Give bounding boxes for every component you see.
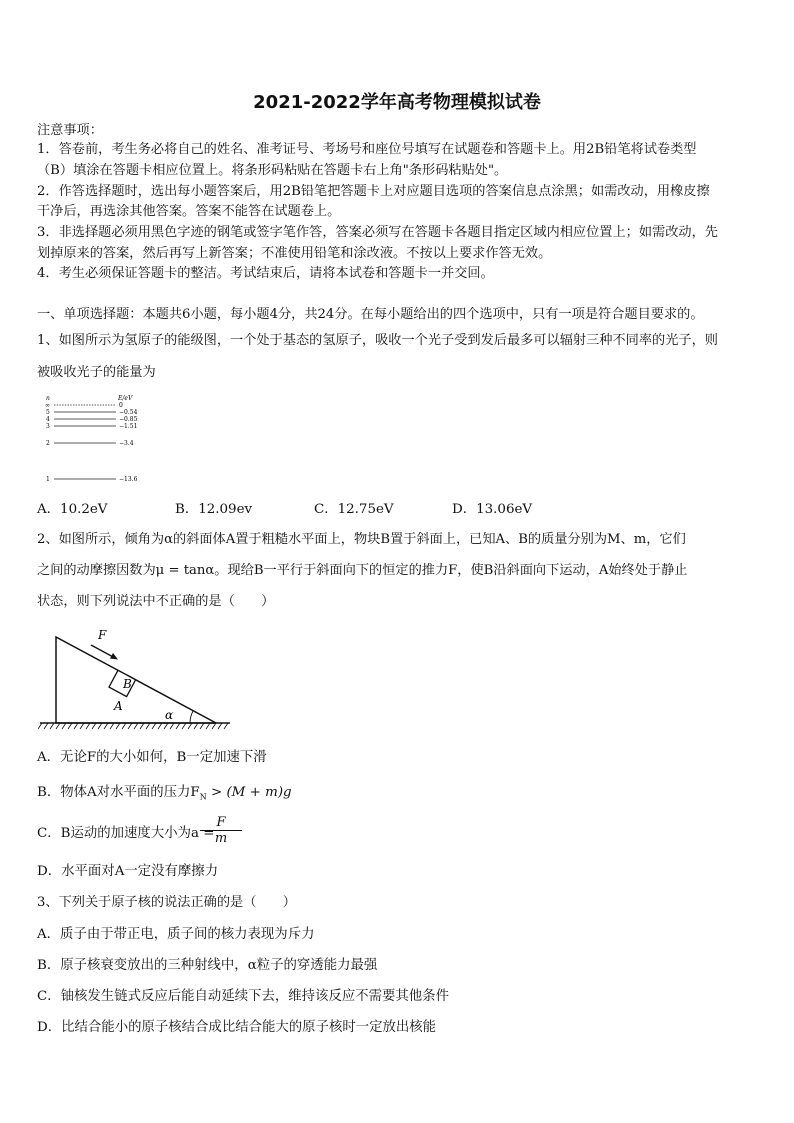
level-e: −0.85 bbox=[119, 416, 138, 423]
fraction-numerator: F bbox=[200, 815, 242, 831]
ground-hatching bbox=[38, 723, 228, 729]
q2-option-b bbox=[37, 784, 292, 807]
q1-stem-line1: 1、如图所示为氢原子的能级图，一个处于基态的氢原子，吸收一个光子受到发后最多可以辐射三种不同率的光子，则 bbox=[37, 333, 718, 348]
note-line: （B）填涂在答题卡相应位置上。将条形码粘贴在答题卡右上角"条形码粘贴处"。 bbox=[37, 163, 508, 178]
incline-figure bbox=[38, 625, 233, 733]
angle-arc bbox=[190, 711, 193, 723]
level-e: 0 bbox=[119, 402, 123, 409]
level-e: −0.54 bbox=[119, 409, 138, 416]
level-n: 5 bbox=[46, 409, 50, 416]
q2-option-b-formula: > (M + m)g bbox=[206, 785, 292, 800]
level-n: 1 bbox=[46, 476, 50, 483]
e-header: E/eV bbox=[118, 395, 133, 402]
note-line: 2．作答选择题时，选出每小题答案后，用2B铅笔把答题卡上对应题目选项的答案信息点涂黑；如需改动，用橡皮擦 bbox=[37, 184, 710, 199]
wedge-label: A bbox=[114, 699, 123, 713]
q2-option-b-sub: N bbox=[199, 792, 207, 802]
q2-stem-line2: 之间的动摩擦因数为μ = tanα。现给B一平行于斜面向下的恒定的推力F，使B沿斜面向下运动，A始终处于静止 bbox=[37, 563, 688, 578]
note-line: 划掉原来的答案，然后再写上新答案；不准使用铅笔和涂改液。不按以上要求作答无效。 bbox=[37, 246, 552, 261]
q1-stem-line2: 被吸收光子的能量为 bbox=[37, 365, 156, 380]
q2-stem-line1: 2、如图所示，倾角为α的斜面体A置于粗糙水平面上，物块B置于斜面上，已知A、B的质量分别为M、m，它们 bbox=[37, 532, 686, 547]
q3-option-b: B．原子核衰变放出的三种射线中，α粒子的穿透能力最强 bbox=[37, 958, 378, 973]
level-e: −3.4 bbox=[119, 440, 134, 447]
level-n: ∞ bbox=[45, 402, 50, 409]
page-title: 2021-2022学年高考物理模拟试卷 bbox=[253, 92, 541, 113]
q2-option-c-fraction bbox=[200, 815, 242, 846]
q1-choice-b: B．12.09ev bbox=[175, 502, 253, 517]
note-line: 3．非选择题必须用黑色字迹的钢笔或签字笔作答，答案必须写在答题卡各题目指定区域内相应位置上；如需改动，先 bbox=[37, 225, 718, 240]
q2-option-a: A．无论F的大小如何，B一定加速下滑 bbox=[37, 750, 267, 765]
level-e: −13.6 bbox=[119, 476, 138, 483]
q1-choice-d: D．13.06eV bbox=[452, 502, 533, 517]
angle-label: α bbox=[165, 708, 174, 722]
note-line: 1．答卷前，考生务必将自己的姓名、准考证号、考场号和座位号填写在试题卷和答题卡上。用2B铅笔将试卷类型 bbox=[37, 142, 697, 157]
q1-choice-c: C．12.75eV bbox=[314, 502, 394, 517]
section-heading: 一、单项选择题：本题共6小题，每小题4分，共24分。在每小题给出的四个选项中，只有一项是符合题目要求的。 bbox=[37, 307, 704, 322]
level-n: 4 bbox=[46, 416, 50, 423]
level-e: −1.51 bbox=[119, 423, 138, 430]
q2-stem-line3: 状态，则下列说法中不正确的是（ ） bbox=[37, 594, 275, 609]
n-header: n bbox=[46, 395, 50, 402]
fraction-denominator: m bbox=[214, 831, 228, 846]
energy-level-diagram bbox=[40, 392, 150, 487]
q3-option-c: C．铀核发生链式反应后能自动延续下去，维持该反应不需要其他条件 bbox=[37, 989, 449, 1004]
q2-option-c: C．B运动的加速度大小为a = bbox=[37, 826, 215, 841]
note-line: 干净后，再选涂其他答案。答案不能答在试题卷上。 bbox=[37, 204, 341, 219]
note-line: 4．考生必须保证答题卡的整洁。考试结束后，请将本试卷和答题卡一并交回。 bbox=[37, 266, 494, 281]
q2-option-b-text: B．物体A对水平面的压力F bbox=[37, 785, 200, 800]
level-n: 3 bbox=[46, 423, 50, 430]
block-b-label: B bbox=[123, 677, 132, 691]
q3-option-a: A．质子由于带正电，质子间的核力表现为斥力 bbox=[37, 927, 315, 942]
force-label: F bbox=[98, 628, 107, 642]
q3-option-d: D．比结合能小的原子核结合成比结合能大的原子核时一定放出核能 bbox=[37, 1020, 437, 1035]
notes-heading: 注意事项： bbox=[37, 123, 103, 138]
q2-option-d: D．水平面对A一定没有摩擦力 bbox=[37, 864, 219, 879]
level-n: 2 bbox=[46, 440, 50, 447]
q3-stem: 3、下列关于原子核的说法正确的是（ ） bbox=[37, 895, 296, 910]
q1-choice-a: A．10.2eV bbox=[37, 502, 108, 517]
